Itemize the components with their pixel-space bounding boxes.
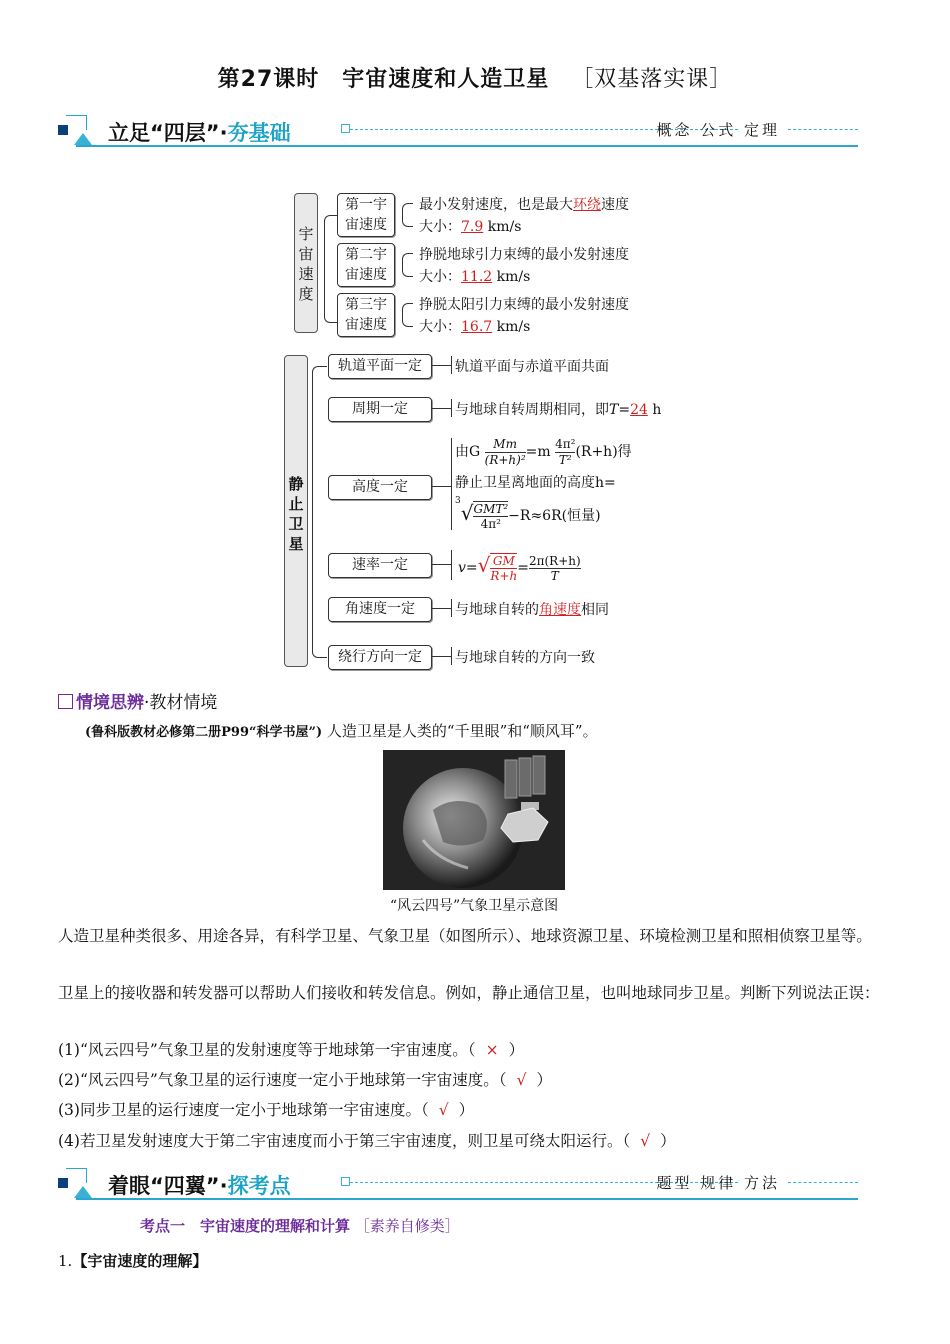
geo-speed-box: 速率一定 — [328, 553, 432, 578]
cosmic-item-first-desc: 最小发射速度，也是最大环绕速度 — [419, 197, 629, 213]
section-label: 立足“四层”· — [108, 121, 228, 145]
section-accent: 夯基础 — [227, 121, 291, 145]
source-line: (鲁科版教材必修第二册P99“科学书屋”) 人造卫星是人类的“千里眼”和“顺风耳”。 — [85, 722, 598, 740]
paragraph-2: 卫星上的接收器和转发器可以帮助人们接收和转发信息。例如，静止通信卫星，也叫地球同步卫星。判断下列说法正误： — [58, 984, 880, 1002]
cosmic-item-second-desc: 挣脱地球引力束缚的最小发射速度 — [419, 247, 629, 263]
geo-direction-box: 绕行方向一定 — [328, 645, 432, 670]
geo-speed-formula: v=√ $\frac{GM}{R+h}$ = $\frac{2\pi(R+h)}{T}$ — [458, 553, 581, 583]
cosmic-item-first: 第一宇宙速度 — [337, 193, 395, 237]
satellite-illustration — [383, 750, 565, 890]
geo-orbit-desc: 轨道平面与赤道平面共面 — [455, 359, 609, 375]
geo-height-box: 高度一定 — [328, 475, 432, 500]
cosmic-root-box: 宇宙速度 — [294, 193, 318, 333]
cosmic-item-third-size: 大小：16.7 km/s — [419, 319, 531, 335]
cosmic-item-third: 第三宇宙速度 — [337, 293, 395, 337]
geo-height-line1: 由G $\frac{Mm}{\text{(R+h)²}}$ =m $\frac{\text{4π²}}{\text{T²}}$ (R+h)得 — [455, 436, 632, 467]
judgement-2: (2)“风云四号”气象卫星的运行速度一定小于地球第一宇宙速度。（ √ ） — [58, 1071, 552, 1089]
judgement-1: (1)“风云四号”气象卫星的发射速度等于地球第一宇宙速度。（ × ） — [58, 1041, 525, 1059]
page-title — [0, 62, 950, 93]
title-main: 第27课时 宇宙速度和人造卫星 — [217, 67, 550, 92]
question-1-heading: 1.【宇宙速度的理解】 — [58, 1252, 208, 1270]
judgement-3: (3)同步卫星的运行速度一定小于地球第一宇宙速度。（ √ ） — [58, 1101, 475, 1119]
geo-root-box: 静止卫星 — [284, 355, 308, 667]
geo-orbit-box: 轨道平面一定 — [328, 354, 432, 379]
judgement-4: (4)若卫星发射速度大于第二宇宙速度而小于第三宇宙速度，则卫星可绕太阳运行。（ √ ） — [58, 1132, 676, 1150]
geo-direction-desc: 与地球自转的方向一致 — [455, 650, 595, 666]
cosmic-item-first-size: 大小：7.9 km/s — [419, 219, 522, 235]
geo-angular-desc: 与地球自转的角速度相同 — [455, 602, 609, 618]
section-keywords: 题型 规律 方法 — [656, 1174, 780, 1192]
title-tag: ［双基落实课］ — [571, 67, 733, 92]
paragraph-1: 人造卫星种类很多、用途各异，有科学卫星、气象卫星（如图所示）、地球资源卫星、环境检测卫星和照相侦察卫星等。 — [58, 927, 872, 945]
context-heading: 情境思辨·教材情境 — [58, 688, 217, 713]
geo-height-line3: $^3$√ GMT² 4π² −R≈6R(恒量) — [455, 496, 601, 531]
geo-period-box: 周期一定 — [328, 397, 432, 422]
section-accent: 探考点 — [227, 1174, 291, 1198]
checkbox-icon — [58, 694, 73, 709]
geo-angular-box: 角速度一定 — [328, 597, 432, 622]
cosmic-item-second: 第二宇宙速度 — [337, 243, 395, 287]
figure-caption: “风云四号”气象卫星示意图 — [389, 898, 559, 914]
section-header-exam — [58, 1168, 858, 1202]
cosmic-item-third-desc: 挣脱太阳引力束缚的最小发射速度 — [419, 297, 629, 313]
geo-period-desc: 与地球自转周期相同，即T=24 h — [455, 402, 662, 418]
section-header-basics — [58, 115, 858, 149]
section-label: 着眼“四翼”· — [108, 1174, 228, 1198]
section-keywords: 概念 公式 定理 — [656, 121, 780, 139]
geo-height-line2: 静止卫星离地面的高度h= — [455, 475, 616, 491]
keypoint-heading: 考点一 宇宙速度的理解和计算 ［素养自修类］ — [140, 1217, 460, 1235]
cosmic-item-second-size: 大小：11.2 km/s — [419, 269, 531, 285]
earth-satellite-image — [383, 750, 565, 890]
